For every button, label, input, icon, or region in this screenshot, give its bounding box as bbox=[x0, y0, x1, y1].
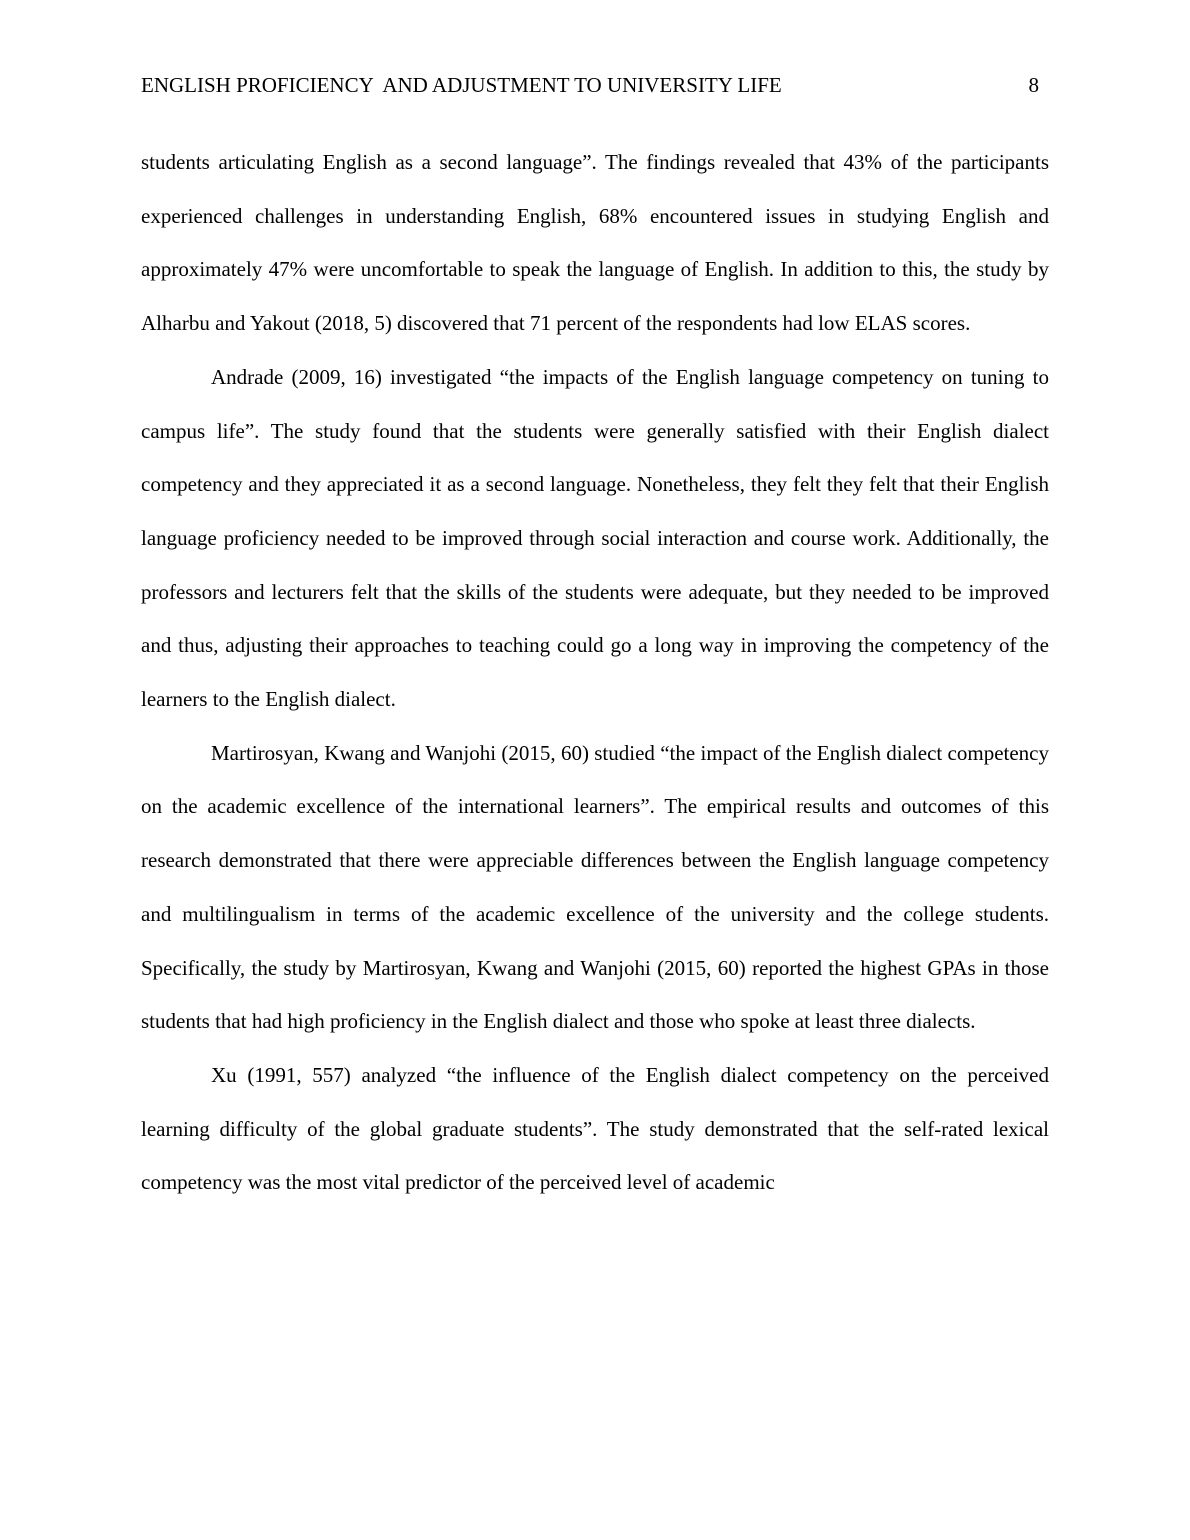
paragraph-xu: Xu (1991, 557) analyzed “the influence of the English dialect competency on the perceived learning difficulty of the global graduate students”. The study demonstrated that the self-rated lexical competency was the most vital predictor of the perceived level of academic bbox=[141, 1062, 1049, 1195]
running-head bbox=[141, 70, 1049, 100]
paragraph-martirosyan: Martirosyan, Kwang and Wanjohi (2015, 60) studied “the impact of the English dialect competency on the academic excellence of the international learners”. The empirical results and outcomes of this research demonstrated that there were appreciable differences between the English language competency and multilingualism in terms of the academic excellence of the university and the college students. Specifically, the study by Martirosyan, Kwang and Wanjohi (2015, 60) reported the highest GPAs in those students that had high proficiency in the English dialect and those who spoke at least three dialects. bbox=[141, 740, 1049, 1034]
paragraph-continuation: students articulating English as a second language”. The findings revealed that 43% of the participants experienced challenges in understanding English, 68% encountered issues in studying English and approximately 47% were uncomfortable to speak the language of English. In addition to this, the study by Alharbu and Yakout (2018, 5) discovered that 71 percent of the respondents had low ELAS scores. bbox=[141, 150, 1049, 336]
page-number: 8 bbox=[1028, 73, 1039, 97]
body-text bbox=[141, 136, 1049, 1210]
running-head-title: ENGLISH PROFICIENCY AND ADJUSTMENT TO UNIVERSITY LIFE bbox=[141, 73, 782, 97]
paragraph-andrade: Andrade (2009, 16) investigated “the impacts of the English language competency on tuning to campus life”. The study found that the students were generally satisfied with their English dialect competency and they appreciated it as a second language. Nonetheless, they felt they felt that their English language proficiency needed to be improved through social interaction and course work. Additionally, the professors and lecturers felt that the skills of the students were adequate, but they needed to be improved and thus, adjusting their approaches to teaching could go a long way in improving the competency of the learners to the English dialect. bbox=[141, 364, 1049, 712]
